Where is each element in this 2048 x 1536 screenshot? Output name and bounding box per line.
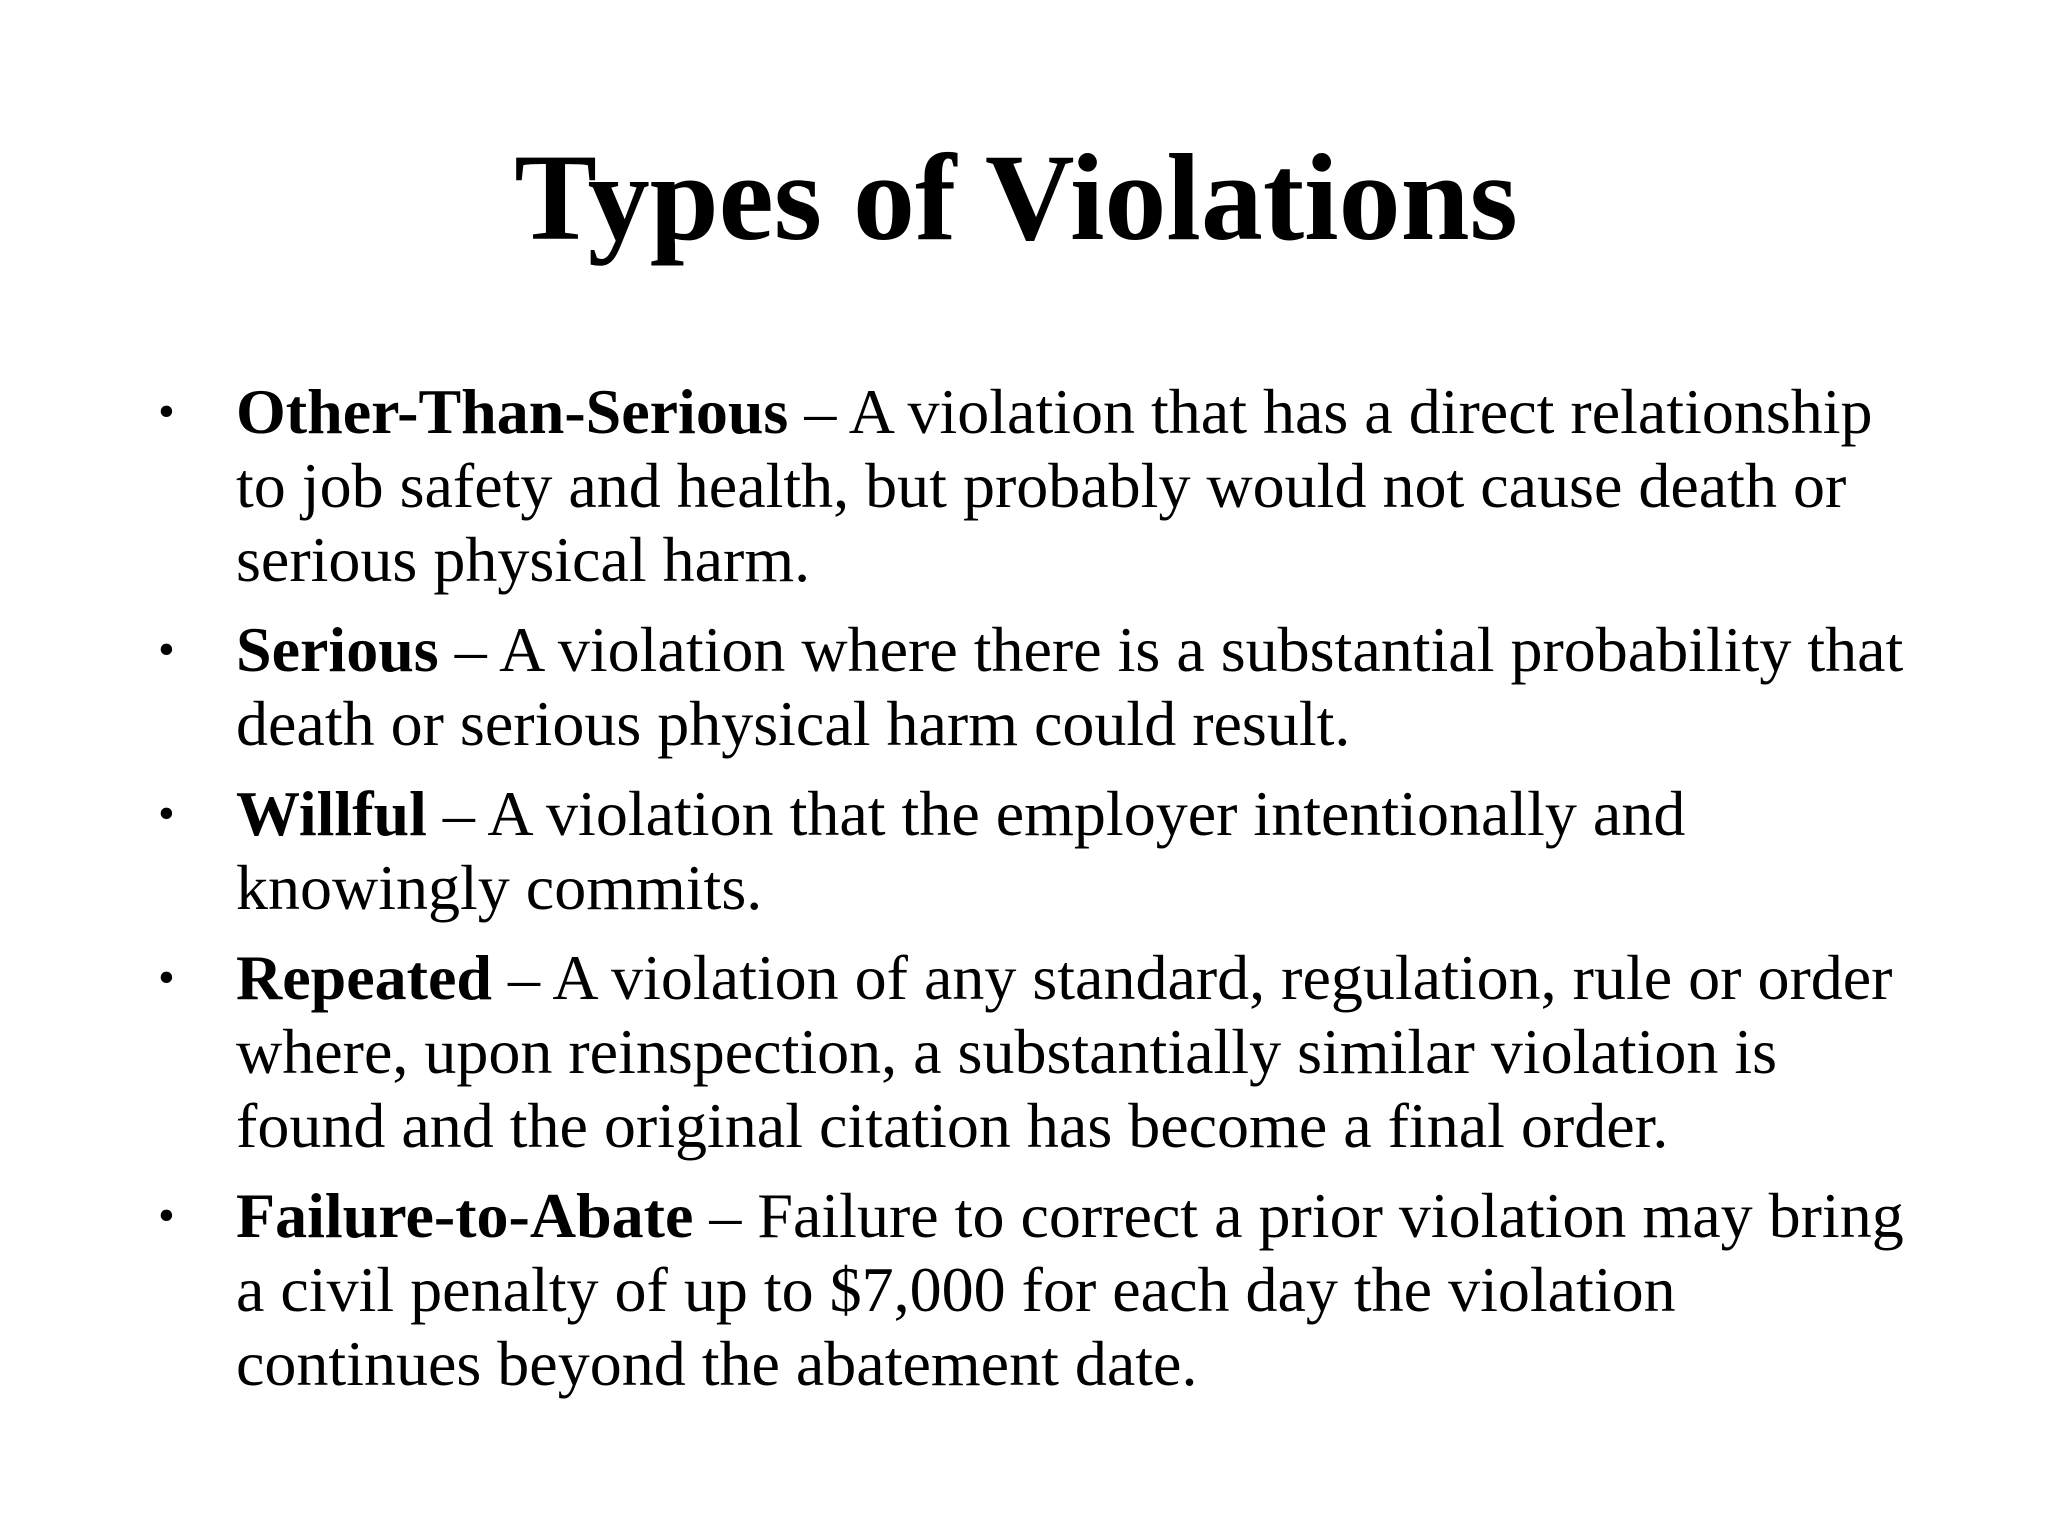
bullet-term: Failure-to-Abate <box>236 1180 694 1251</box>
bullet-line: to job safety and health, but probably would not cause death or <box>236 450 1847 521</box>
bullet-line <box>236 777 2038 851</box>
bullet-line: death or serious physical harm could result. <box>236 688 1351 759</box>
bullet-text: – A violation of any standard, regulation, rule or order <box>491 942 1893 1013</box>
bullet-item-willful <box>0 777 2048 925</box>
bullet-line: found and the original citation has become a final order. <box>236 1090 1669 1161</box>
bullet-line <box>236 1179 2038 1253</box>
bullet-list <box>0 375 2048 1417</box>
bullet-text: – Failure to correct a prior violation may bring <box>693 1180 1904 1251</box>
bullet-item-failure-to-abate <box>0 1179 2048 1401</box>
bullet-icon: • <box>158 385 175 438</box>
bullet-line <box>236 941 2038 1015</box>
bullet-icon: • <box>158 787 175 840</box>
bullet-line: continues beyond the abatement date. <box>236 1328 1198 1399</box>
bullet-line: where, upon reinspection, a substantially similar violation is <box>236 1016 1778 1087</box>
bullet-line: serious physical harm. <box>236 524 811 595</box>
bullet-text: – A violation that the employer intentionally and <box>426 778 1686 849</box>
bullet-line: knowingly commits. <box>236 852 763 923</box>
slide-title: Types of Violations <box>514 129 1518 266</box>
bullet-item-other-than-serious <box>0 375 2048 597</box>
bullet-text: – A violation where there is a substantial probability that <box>438 614 1904 685</box>
bullet-icon: • <box>158 623 175 676</box>
bullet-line: a civil penalty of up to $7,000 for each day the violation <box>236 1254 1676 1325</box>
bullet-icon: • <box>158 1189 175 1242</box>
bullet-term: Willful <box>236 778 427 849</box>
bullet-term: Repeated <box>236 942 492 1013</box>
bullet-item-serious <box>0 613 2048 761</box>
bullet-line <box>236 613 2038 687</box>
bullet-term: Other-Than-Serious <box>236 376 789 447</box>
bullet-text: – A violation that has a direct relationship <box>788 376 1873 447</box>
bullet-line <box>236 375 2038 449</box>
bullet-icon: • <box>158 951 175 1004</box>
bullet-term: Serious <box>236 614 439 685</box>
bullet-item-repeated <box>0 941 2048 1163</box>
